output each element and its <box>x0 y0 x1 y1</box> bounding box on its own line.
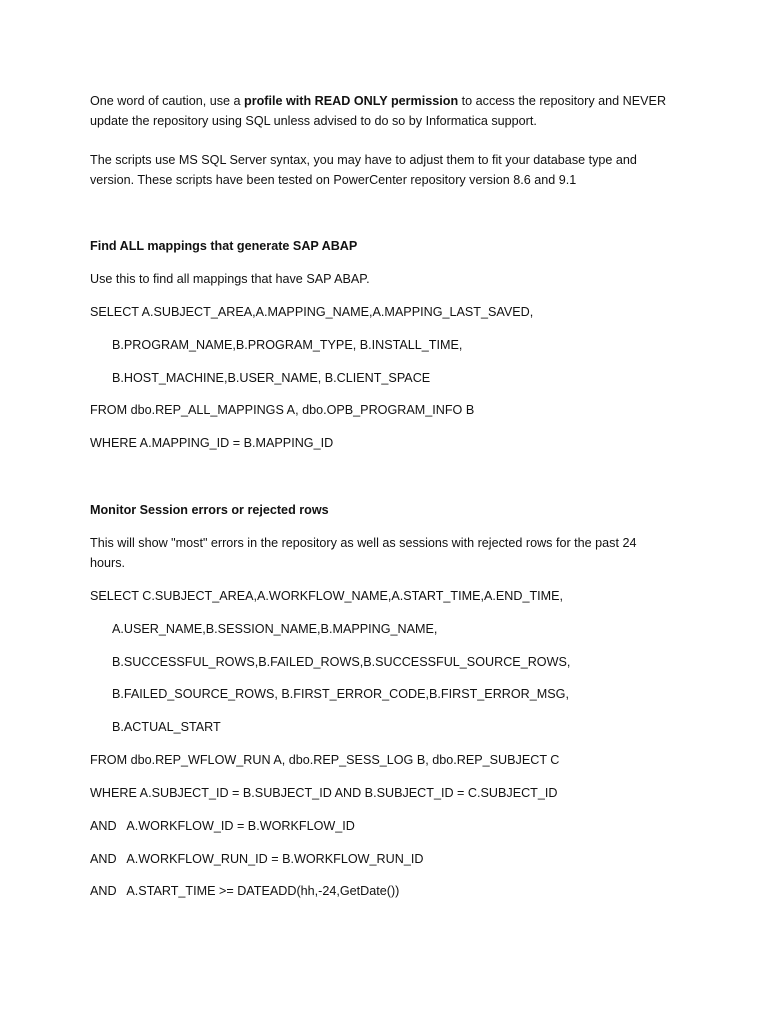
section-heading-sap-abap: Find ALL mappings that generate SAP ABAP <box>90 239 358 253</box>
sql-line: AND A.WORKFLOW_ID = B.WORKFLOW_ID <box>90 819 355 833</box>
sql-line: SELECT C.SUBJECT_AREA,A.WORKFLOW_NAME,A.START_TIME,A.END_TIME, <box>90 589 564 603</box>
section-description-session-errors-line-2: hours. <box>90 556 126 570</box>
section-description-session-errors-line-1: This will show "most" errors in the repository as well as sessions with rejected rows for the past 24 <box>90 536 637 550</box>
sql-line: FROM dbo.REP_ALL_MAPPINGS A, dbo.OPB_PROGRAM_INFO B <box>90 403 475 417</box>
sql-line: WHERE A.SUBJECT_ID = B.SUBJECT_ID AND B.SUBJECT_ID = C.SUBJECT_ID <box>90 786 558 800</box>
syntax-paragraph-line-2: version. These scripts have been tested on PowerCenter repository version 8.6 and 9.1 <box>90 173 577 187</box>
sql-line: AND A.START_TIME >= DATEADD(hh,-24,GetDate()) <box>90 884 400 898</box>
section-description-sap-abap: Use this to find all mappings that have SAP ABAP. <box>90 272 370 286</box>
caution-text-end: to access the repository and NEVER <box>458 94 667 108</box>
sql-line: B.SUCCESSFUL_ROWS,B.FAILED_ROWS,B.SUCCESSFUL_SOURCE_ROWS, <box>112 655 571 669</box>
sql-line: WHERE A.MAPPING_ID = B.MAPPING_ID <box>90 436 334 450</box>
caution-text-start: One word of caution, use a <box>90 94 245 108</box>
sql-line: SELECT A.SUBJECT_AREA,A.MAPPING_NAME,A.MAPPING_LAST_SAVED, <box>90 305 534 319</box>
sql-line: FROM dbo.REP_WFLOW_RUN A, dbo.REP_SESS_LOG B, dbo.REP_SUBJECT C <box>90 753 560 767</box>
sql-line: B.PROGRAM_NAME,B.PROGRAM_TYPE, B.INSTALL_TIME, <box>112 338 463 352</box>
caution-paragraph-line-2: update the repository using SQL unless advised to do so by Informatica support. <box>90 114 537 128</box>
caution-emphasis: profile with READ ONLY permission <box>244 94 459 108</box>
caution-paragraph-line-1 <box>90 91 666 111</box>
sql-line: AND A.WORKFLOW_RUN_ID = B.WORKFLOW_RUN_ID <box>90 852 424 866</box>
syntax-paragraph-line-1: The scripts use MS SQL Server syntax, you may have to adjust them to fit your database type and <box>90 153 637 167</box>
sql-line: A.USER_NAME,B.SESSION_NAME,B.MAPPING_NAME, <box>112 622 438 636</box>
sql-line: B.ACTUAL_START <box>112 720 221 734</box>
sql-line: B.HOST_MACHINE,B.USER_NAME, B.CLIENT_SPACE <box>112 371 431 385</box>
section-heading-session-errors: Monitor Session errors or rejected rows <box>90 503 329 517</box>
sql-line: B.FAILED_SOURCE_ROWS, B.FIRST_ERROR_CODE,B.FIRST_ERROR_MSG, <box>112 687 569 701</box>
